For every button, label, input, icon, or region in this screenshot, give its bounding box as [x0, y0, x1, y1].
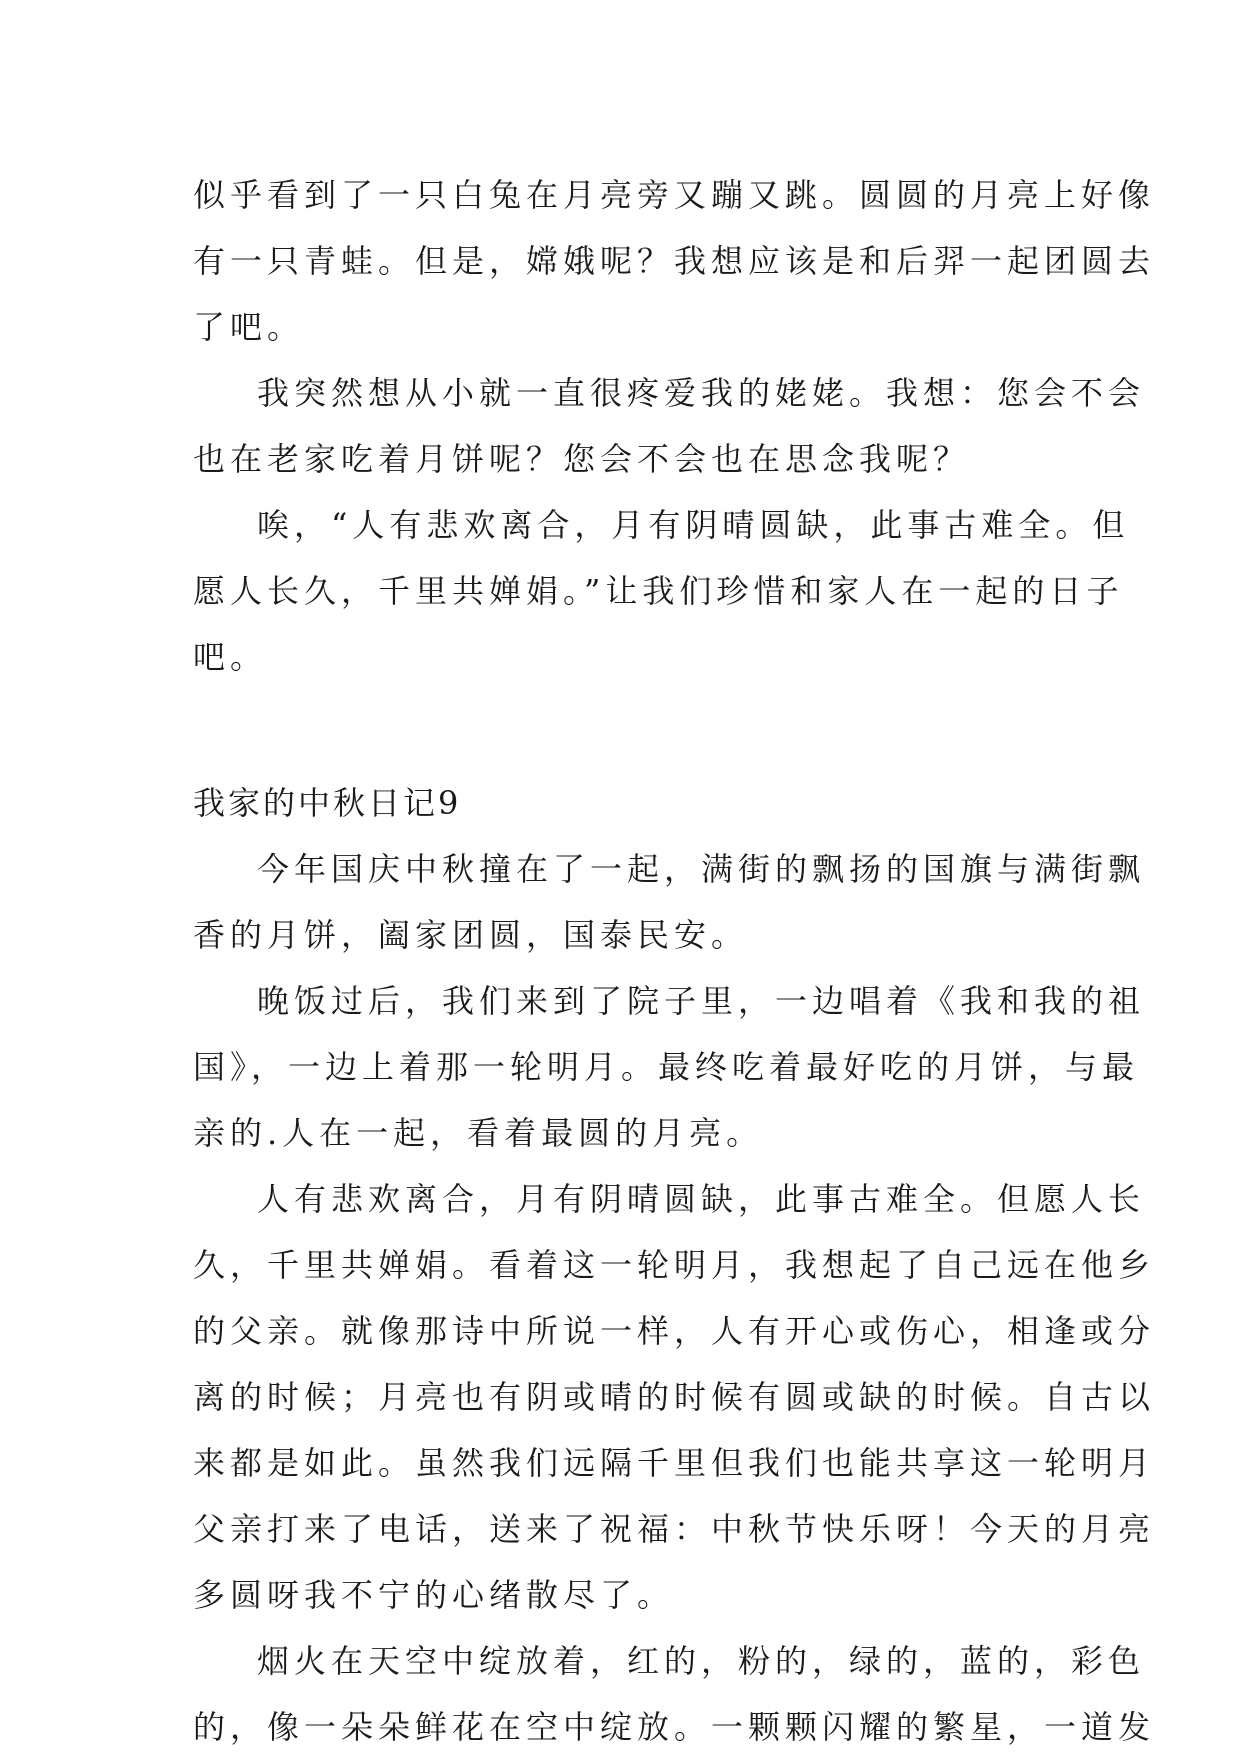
- text-line: 吧。: [193, 638, 268, 676]
- text-line: 多圆呀我不宁的心绪散尽了。: [193, 1576, 675, 1614]
- text-line: 今年国庆中秋撞在了一起，满街的飘扬的国旗与满街飘: [257, 850, 1146, 888]
- text-line: 了吧。: [193, 308, 305, 346]
- text-line: 晚饭过后，我们来到了院子里，一边唱着《我和我的祖: [257, 982, 1146, 1020]
- text-line: 亲的.人在一起，看着最圆的月亮。: [193, 1114, 764, 1152]
- paragraph-national-day: [193, 836, 1146, 968]
- text-line: 久，千里共婵娟。看着这一轮明月，我想起了自己远在他乡: [193, 1246, 1156, 1284]
- text-line: 的，像一朵朵鲜花在空中绽放。一颗颗闪耀的繁星，一道发: [193, 1708, 1156, 1746]
- text-line: 香的月饼，阖家团圆，国泰民安。: [193, 916, 749, 954]
- document-page: [193, 162, 1156, 1760]
- paragraph-grandma: [193, 360, 1146, 492]
- text-line: 离的时候；月亮也有阴或晴的时候有圆或缺的时候。自古以: [193, 1378, 1156, 1416]
- paragraph-after-dinner: [193, 968, 1146, 1166]
- text-line: 烟火在天空中绽放着，红的，粉的，绿的，蓝的，彩色: [257, 1642, 1146, 1680]
- paragraph-poem-quote: [193, 492, 1130, 690]
- text-line: 唉，“人有悲欢离合，月有阴晴圆缺，此事古难全。但: [257, 506, 1130, 544]
- paragraph-father: [193, 1166, 1156, 1628]
- text-line: 似乎看到了一只白兔在月亮旁又蹦又跳。圆圆的月亮上好像: [193, 176, 1156, 214]
- paragraph-moon-rabbit: [193, 162, 1156, 360]
- text-line: 也在老家吃着月饼呢？您会不会也在思念我呢？: [193, 440, 971, 478]
- section-spacer: [193, 690, 1051, 770]
- text-line: 愿人长久，千里共婵娟。”让我们珍惜和家人在一起的日子: [193, 572, 1124, 610]
- text-line: 来都是如此。虽然我们远隔千里但我们也能共享这一轮明月: [193, 1444, 1156, 1482]
- text-line: 的父亲。就像那诗中所说一样，人有开心或伤心，相逢或分: [193, 1312, 1156, 1350]
- text-line: 国》，一边上着那一轮明月。最终吃着最好吃的月饼，与最: [193, 1048, 1140, 1086]
- text-line: 父亲打来了电话，送来了祝福：中秋节快乐呀！今天的月亮: [193, 1510, 1156, 1548]
- paragraph-fireworks: [193, 1628, 1156, 1760]
- text-line: 我突然想从小就一直很疼爱我的姥姥。我想：您会不会: [257, 374, 1146, 412]
- text-line: 有一只青蛙。但是，嫦娥呢？我想应该是和后羿一起团圆去: [193, 242, 1156, 280]
- text-line: 人有悲欢离合，月有阴晴圆缺，此事古难全。但愿人长: [257, 1180, 1146, 1218]
- section-title: 我家的中秋日记9: [193, 784, 462, 822]
